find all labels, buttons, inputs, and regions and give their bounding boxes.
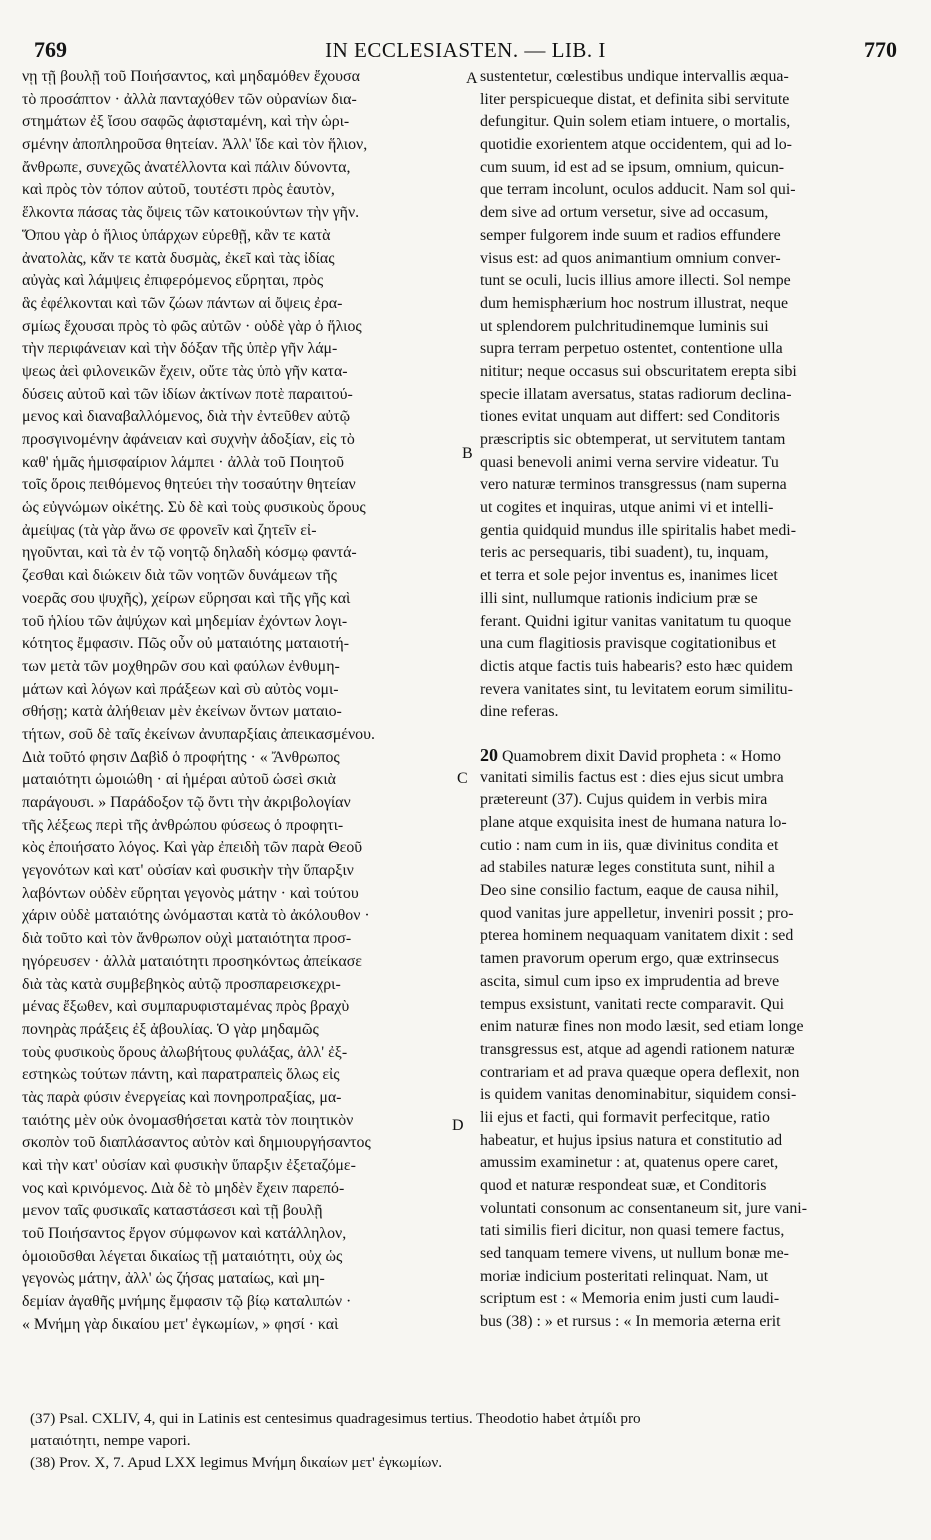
text-line: νοερᾶς σου ψυχῆς), χείρων εὕρησαι καὶ τῆς γῆς καὶ [22,589,351,607]
text-line: σμένην ἀποπληροῦσα θητείαν. Ἀλλ' ἴδε καὶ τὸν ἥλιον, [22,136,368,154]
text-line: liter perspicueque distat, et definita sibi servitute [480,90,790,108]
text-line: ferant. Quidni igitur vanitas vanitatum tu quoque [480,612,792,630]
text-line: νος καὶ κρινόμενος. Διὰ δὲ τὸ μηδὲν ἔχειν παρεπό- [22,1179,345,1197]
text-line: visus est: ad quos animantium omnium conver- [480,249,781,267]
footnote-line: (37) Psal. CXLIV, 4, qui in Latinis est centesimus quadragesimus tertius. Theodotio habet ἀτμίδι pro [30,1410,641,1427]
text-line: voluntati consonum ac consentaneum sit, jure vani- [480,1199,807,1217]
text-line: quasi benevoli animi verna servire videatur. Tu [480,453,779,471]
text-line: semper fulgorem inde suum et radios effundere [480,226,781,244]
text-line: εστηκὼς τούτων πάντη, καὶ παρατραπεὶς ὅλως εἰς [22,1066,340,1084]
text-line: ut splendorem pulchritudinemque luminis sui [480,317,769,335]
margin-letter-b: B [462,445,473,462]
text-line: prætereunt (37). Cujus quidem in verbis mira [480,791,768,809]
text-line: διὰ τοῦτο καὶ τὸν ἄνθρωπον οὐχὶ ματαιότητα προσ- [22,930,352,948]
text-line: transgressus est, atque ad agendi rationem naturæ [480,1040,795,1058]
text-line: ψεως ἀεὶ φιλονεικῶν ἔχειν, οὔτε τὰς ὑπὸ γῆν κατα- [22,362,348,380]
text-line: μενον ταῖς φυσικαῖς καταστάσεσι καὶ τῇ βουλῇ [22,1202,323,1220]
text-line: dictis atque factis tuis habearis? esto hæc quidem [480,657,793,675]
text-line: των μετὰ τῶν μοχθηρῶν σου καὶ φαύλων ἐνθυμη- [22,657,340,675]
text-line: tempus exsistunt, vanitati recte comparavit. Qui [480,995,785,1013]
text-line: ηγοῦνται, καὶ τὰ ἐν τῷ νοητῷ δηλαδὴ κόσμῳ φαντά- [22,544,357,562]
text-line: τήτων, σοῦ δὲ ταῖς ἐκείνων ἀνυπαρξίαις ἀπεικασμένου. [22,725,375,743]
text-line: tamen pravorum operum ergo, quæ extrinsecus [480,950,779,968]
text-line: vero naturæ terminos transgressus (nam superna [480,476,787,494]
footnote-line: (38) Prov. X, 7. Apud LXX legimus Μνήμη δικαίων μετ' ἐγκωμίων. [30,1454,443,1471]
text-line: contrariam et ad prava quæque opera deflexit, non [480,1063,800,1081]
latin-paragraph-1 [480,66,912,724]
text-line: ταιότης μὲν οὐκ ὀνομασθήσεται κατὰ τὸν ποιητικὸν [22,1111,354,1129]
text-line: illi sint, nullumque rationis indicium præ se [480,589,758,607]
text-line: γεγονότων καὶ κατ' οὐσίαν καὶ φυσικὴν τὴν ὕπαρξιν [22,862,354,880]
latin-paragraph-2 [480,767,912,1334]
text-line: λαβόντων οὐδὲν εὕρηται γεγονὸς μάτην · καὶ τούτου [22,884,359,902]
text-line: ὁμοιοῦσθαι λέγεται δικαίως τῇ ματαιότητι, οὐχ ὡς [22,1247,343,1265]
text-line: καὶ τὴν κατ' οὐσίαν καὶ φυσικὴν ὕπαρξιν ἐξεταζόμε- [22,1157,356,1174]
text-line: tiones evitat unquam aut differt: sed Conditoris [480,408,780,426]
text-line: tati similis fieri dicitur, non quasi temere factus, [480,1222,785,1240]
margin-letter-d: D [452,1117,464,1134]
text-line: διὰ τὰς κατὰ συμβεβηκὸς αὐτῷ προσπαρεισκεχρι- [22,975,341,993]
text-line: ὡς εὐγνώμων οἰκέτης. Σὺ δὲ καὶ τοὺς φυσικοὺς ὅρους [22,499,366,517]
text-line: τὸ προσάπτον · ἀλλὰ πανταχόθεν τῶν οὐρανίων δια- [22,90,357,108]
text-line: προσγινομένην ἀφάνειαν καὶ συχνὴν ἀδοξίαν, εἰς τὸ [22,431,355,448]
text-line: præscriptis sic obtemperat, ut servitutem tantam [480,431,786,448]
margin-letter-a: A [466,70,478,87]
text-line: σμίως ἔχουσαι πρὸς τὸ φῶς αὐτῶν · οὐδὲ γὰρ ὁ ἥλιος [22,317,362,335]
text-line: ἀνατολὰς, κἄν τε κατὰ δυσμὰς, ἐκεῖ καὶ τὰς ἰδίας [22,249,335,267]
text-line: ascita, simul cum ipso ex imprudentia ad breve [480,972,780,990]
text-line: quotidie exorientem atque occidentem, qui ad lo- [480,136,792,154]
text-line: γεγονὼς μάτην, ἀλλ' ὡς ζήσας ματαίως, καὶ μη- [22,1270,325,1288]
text-line: dum hemisphærium hoc nostrum illustrat, neque [480,294,789,312]
text-line: στημάτων ἐξ ἴσου σαφῶς ἀφισταμένη, καὶ τὴν ὡρι- [22,113,350,131]
text-line: plane atque exquisita inest de humana natura lo- [480,814,787,831]
text-line: sed tanquam temere vivens, ut nullum bonæ me- [480,1245,789,1263]
text-line: μενος καὶ διαναβαλλόμενος, διὰ τὴν ἐντεῦθεν αὐτῷ [22,408,351,426]
text-line: specie illatam aversatus, statas radiorum declina- [480,385,792,403]
text-line: χάριν οὐδὲ ματαιότης ὠνόμασται κατὰ τὸ ἀκόλουθον · [22,907,370,925]
text-line: πονηρὰς πράξεις ἐξ ἀβουλίας. Ὁ γὰρ μηδαμῶς [22,1020,319,1038]
text-line: tunt se oculi, lucis illius amore illecti. Sol nempe [480,272,791,290]
text-line: δύσεις αὐτοῦ καὶ τῶν ἰδίων ἀκτίνων ποτὲ παραιτού- [22,385,353,403]
greek-column [22,66,460,1337]
text-line: moriæ indicium posteritati relinquat. Nam, ut [480,1267,769,1285]
text-line: μένας ἔξωθεν, καὶ συμπαρυφισταμένας πρὸς βραχὺ [22,998,350,1016]
text-line: Quamobrem dixit David propheta : « Homo [501,747,781,765]
text-line: σθήσῃ; κατὰ ἀλήθειαν μὲν ἐκείνων ὄντων ματαιο- [22,703,342,721]
text-line: ἃς ἐφέλκονται καὶ τῶν ζώων πάντων αἱ ὄψεις ἐρα- [22,294,343,312]
text-line: revera vanitates sint, tu levitatem eorum similitu- [480,680,793,698]
text-line: Deo sine consilio factum, eaque de causa nihil, [480,882,779,900]
text-line: bus (38) : » et rursus : « In memoria æterna erit [480,1313,781,1331]
text-line: ἀμείψας (τὰ γὰρ ἄνω σε φρονεῖν καὶ ζητεῖν εἰ- [22,521,317,539]
text-line: ut cogites et inquiras, utque animi vi et intelli- [480,499,774,517]
text-line: pterea hominem nequaquam vanitatem dixit : sed [480,927,794,945]
footnote-line: ματαιότητι, nempe vapori. [30,1432,191,1449]
text-line: habeatur, et hujus ipsius natura et constitutio ad [480,1131,783,1149]
text-line: Ὅπου γὰρ ὁ ἥλιος ὑπάρχων εὑρεθῇ, κἂν τε κατὰ [22,226,331,244]
text-line: παράγουσι. » Παράδοξον τῷ ὄντι τὴν ἀκριβολογίαν [22,794,351,811]
text-line: σκοπὸν τοῦ διαπλάσαντος αὐτὸν καὶ δημιουργήσαντος [22,1134,371,1152]
text-line: μάτων καὶ λόγων καὶ πράξεων καὶ σὺ αὐτὸς νομι- [22,680,339,698]
text-line: enim naturæ fines non modo læsit, sed etiam longe [480,1018,804,1036]
text-line: καθ' ἡμᾶς ἡμισφαίριον λάμπει · ἀλλὰ τοῦ Ποιητοῦ [22,453,344,471]
text-line: et terra et sole pejor inventus es, inanimes licet [480,567,778,585]
text-line: καὶ πρὸς τὸν τόπον αὐτοῦ, τουτέστι πρὸς ἑαυτὸν, [22,181,335,199]
text-line: que terram incolunt, oculos adducit. Nam sol qui- [480,181,796,199]
text-line: τοῦ ἡλίου τῶν ἀψύχων καὶ μηδεμίαν ἐχόντων λογι- [22,612,348,630]
text-line: νῃ τῇ βουλῇ τοῦ Ποιήσαντος, καὶ μηδαμόθεν ἔχουσα [22,68,360,85]
text-line: ματαιότητι ὡμοιώθη · αἱ ἡμέραι αὐτοῦ ὡσεὶ σκιὰ [22,771,336,789]
text-line: ηγόρευσεν · ἀλλὰ ματαιότητι προσηκόντως ἀπείκασε [22,952,362,970]
text-line: τὴν περιφάνειαν καὶ τὴν δόξαν τῆς ὑπὲρ γῆν λάμ- [22,340,338,358]
text-line: κότητος ἔμφασιν. Πῶς οὖν οὐ ματαιότης ματαιοτή- [22,635,350,653]
text-line: τὰς παρὰ φύσιν ἐνεργείας καὶ πονηροπραξίας, μα- [22,1088,342,1106]
text-line: una cum flagitiosis pravisque cogitationibus et [480,635,777,653]
text-line: quod vanitas jure appelletur, inveniri possit ; pro- [480,904,794,922]
text-line: amussim examinetur : at, quatenus opere caret, [480,1154,779,1172]
text-line: τοὺς φυσικοὺς ὅρους ἀλωβήτους φυλάξας, ἀλλ' ἐξ- [22,1043,348,1061]
text-line: scriptum est : « Memoria enim justi cum laudi- [480,1290,780,1308]
text-line: cutio : nam cum in iis, quæ divinitus condita et [480,836,779,854]
text-line: « Μνήμη γὰρ δικαίου μετ' ἐγκωμίων, » φησί · καὶ [22,1315,339,1333]
text-line: αὐγὰς καὶ λάμψεις ἐπιφερόμενος εὕρηται, πρὸς [22,272,324,290]
text-line: dine referas. [480,703,559,721]
text-line: κὸς ἐποιήσατο λόγος. Καὶ γὰρ ἐπειδὴ τῶν παρὰ Θεοῦ [22,839,363,857]
text-line: ad stabiles naturæ leges constituta sunt, nihil a [480,859,775,877]
latin-paragraph-2-first-line [480,744,912,767]
text-line: teris ac persequaris, tibi suadent), tu, inquam, [480,544,769,562]
text-line: cum suum, id est ad se ipsum, omnium, quicun- [480,158,785,176]
text-line: is quidem vanitas denominabitur, siquidem consi- [480,1086,797,1104]
text-line: nititur; neque occasus sui obscuritatem erepta sibi [480,362,797,380]
running-header [34,30,897,70]
text-line: sustentetur, cœlestibus undique intervallis æqua- [480,68,789,85]
page-number-right: 770 [863,37,897,62]
text-line: ἕλκοντα πάσας τὰς ὄψεις τῶν κατοικούντων τὴν γῆν. [22,204,360,222]
paragraph-gap [480,724,912,744]
text-line: defungitur. Quin solem etiam intuere, o mortalis, [480,113,791,131]
text-line: lii ejus et facti, qui formavit perfecitque, ratio [480,1108,770,1126]
text-line: dem sive ad ortum versetur, sive ad occasum, [480,204,769,222]
margin-letter-c: C [457,770,468,787]
text-line: gentia quidquid mundus ille spiritalis habet medi- [480,521,796,539]
text-line: supra terram perpetuo ostentet, contentione ulla [480,340,783,358]
text-line: τοῦ Ποιήσαντος ἔργον σύμφωνον καὶ κατάλληλον, [22,1225,347,1243]
latin-column [480,66,912,1334]
page-number-left: 769 [34,37,67,62]
text-line: τῆς λέξεως περὶ τῆς ἀνθρώπου φύσεως ὁ προφητι- [22,816,344,834]
text-line: δεμίαν ἀγαθῆς μνήμης ἔμφασιν τῷ βίῳ καταλιπών · [22,1293,352,1311]
footnotes [30,1408,907,1474]
running-title: IN ECCLESIASTEN. — LIB. I [325,37,606,62]
text-line: τοῖς ὅροις πειθόμενος θητεύει τὴν τοσαύτην θητείαν [22,476,356,494]
text-line: Διὰ τοῦτό φησιν Δαβὶδ ὁ προφήτης · « Ἄνθρωπος [22,748,340,766]
text-line: ζεσθαι καὶ διώκειν διὰ τῶν νοητῶν δυνάμεων τῆς [22,567,337,585]
text-line: vanitati similis factus est : dies ejus sicut umbra [480,768,784,786]
section-number: 20 [480,744,498,765]
text-line: quod et naturæ respondeat suæ, et Conditoris [480,1177,767,1194]
text-line: ἄνθρωπε, συνεχῶς ἀνατέλλοντα καὶ πάλιν δύνοντα, [22,158,351,176]
